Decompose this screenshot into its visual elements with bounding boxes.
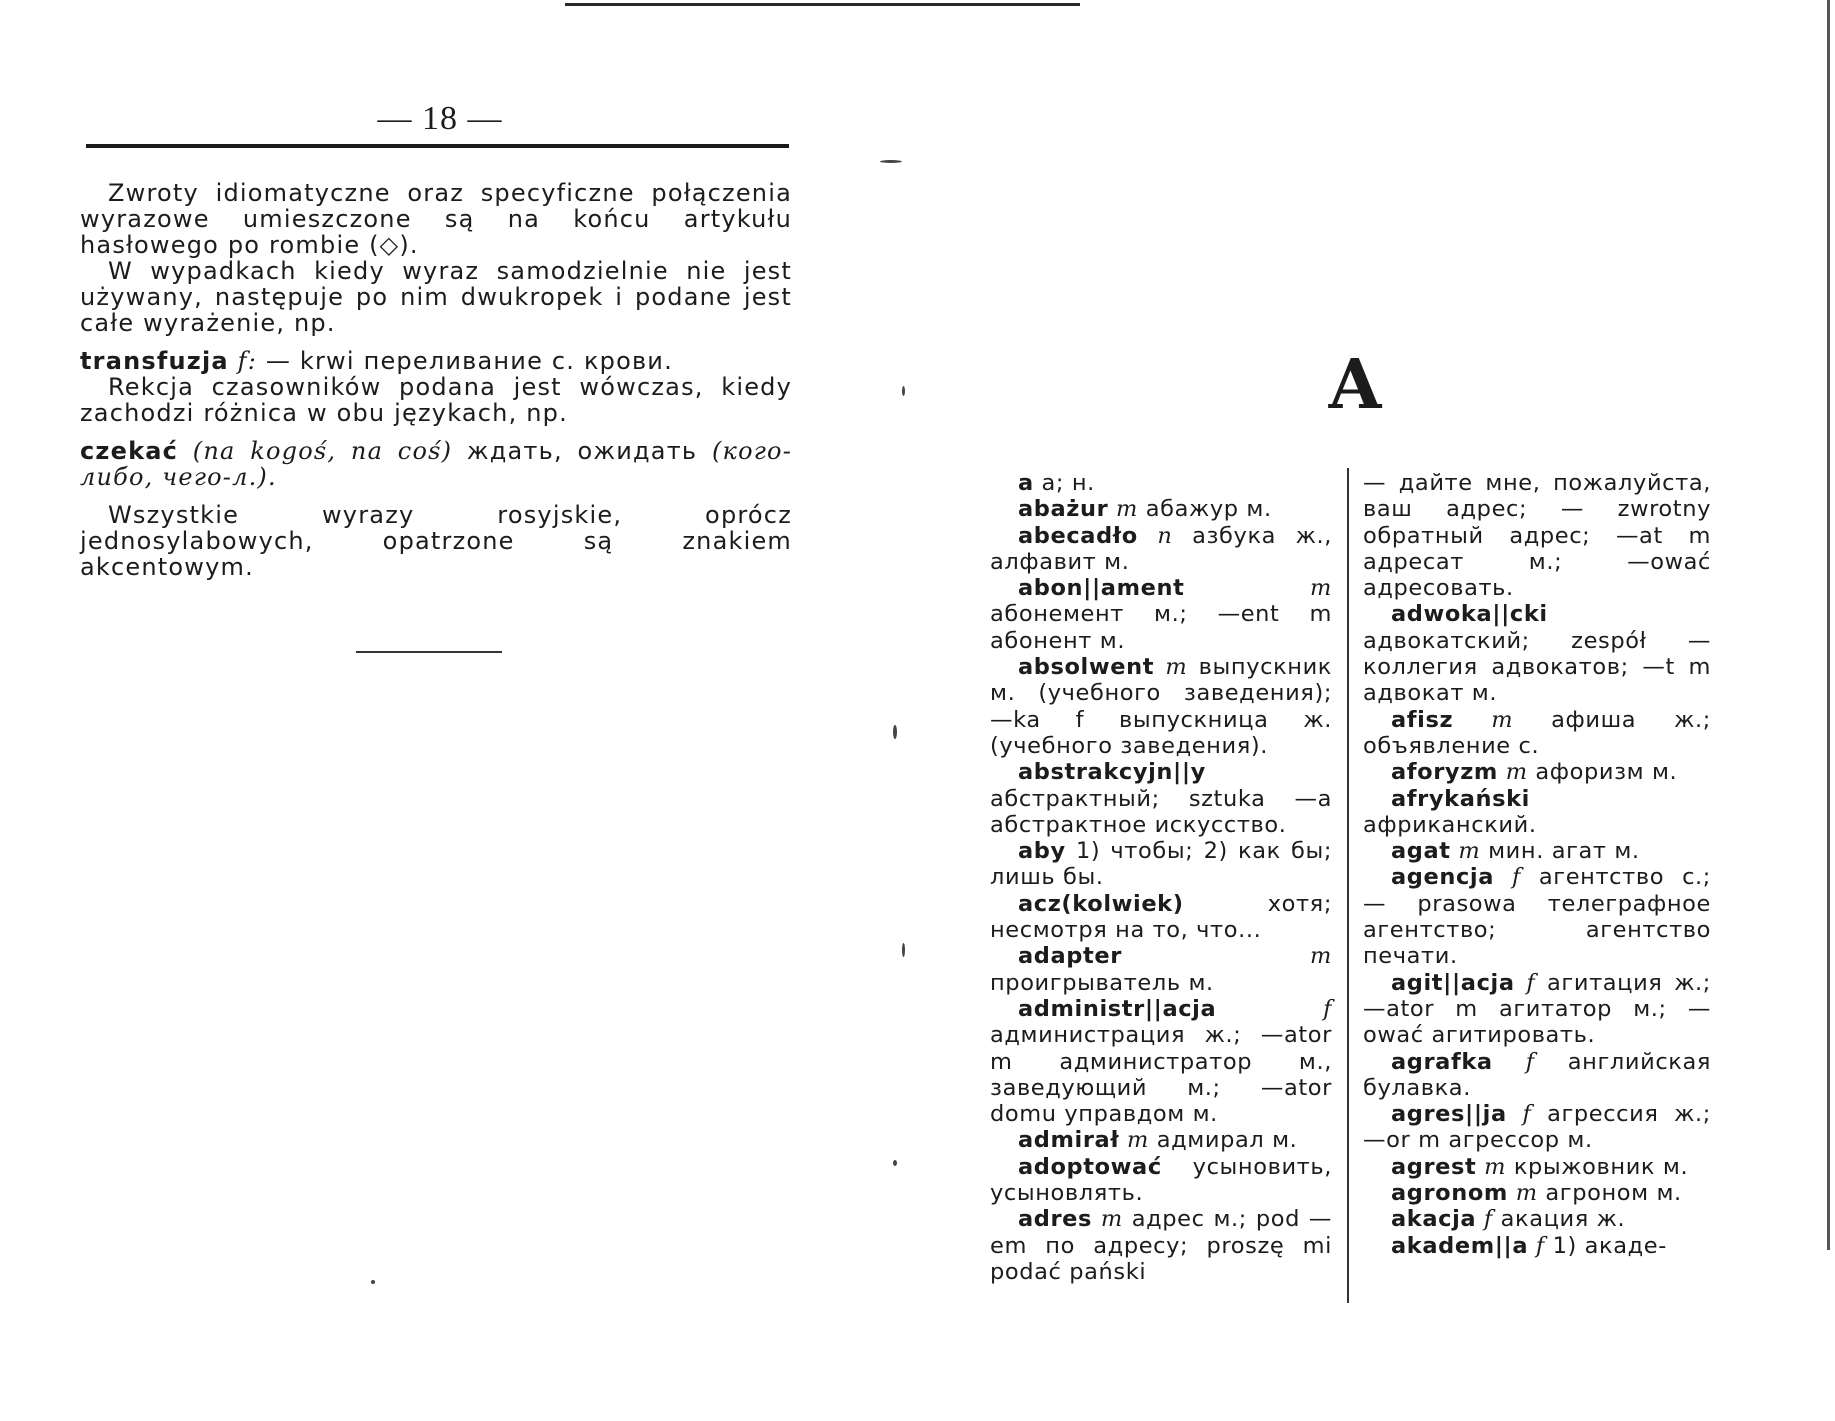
dictionary-entry: [990, 654, 1332, 759]
note-idioms: Zwroty idiomatyczne oraz specyficzne połączenia wyrazowe umieszczone są na końcu artykułu hasłowego po rombie (◇).: [80, 179, 792, 259]
scan-mark: [893, 1160, 897, 1166]
entry-translation: 1) чтобы; 2) как бы; лишь бы.: [990, 838, 1332, 891]
page-edge-line: [1827, 0, 1830, 1250]
entry-headword: agronom: [1391, 1180, 1508, 1207]
entry-gender: m: [1092, 1206, 1123, 1233]
entry-gender: f: [1506, 1101, 1532, 1128]
entry-translation: агроном м.: [1537, 1180, 1682, 1207]
entry-gender: f: [1494, 864, 1521, 891]
entry-translation: акация ж.: [1492, 1206, 1626, 1233]
entry-headword: abażur: [1018, 496, 1109, 523]
dictionary-entry: [990, 496, 1332, 522]
dictionary-entry: [1363, 601, 1711, 706]
dictionary-entry: [1363, 1154, 1711, 1180]
entry-translation: абажур м.: [1138, 496, 1272, 523]
entry-headword: adres: [1018, 1206, 1093, 1233]
left-page-notes: [80, 180, 792, 580]
scan-mark: [902, 943, 905, 957]
dictionary-entry: [1363, 1049, 1711, 1102]
entry-translation: агитация ж.; —ator m агитатор м.; —ować агитировать.: [1363, 969, 1711, 1049]
dictionary-entry: [990, 838, 1332, 891]
entry-gender: n: [1137, 522, 1173, 549]
dictionary-entry: [1363, 759, 1711, 785]
dictionary-entry: [990, 996, 1332, 1127]
entry-translation: адрес м.; pod —em по адресу; proszę mi podać pański: [990, 1206, 1332, 1285]
entry-gender: m: [1108, 496, 1138, 523]
note-colon: W wypadkach kiedy wyraz samodzielnie nie jest używany, następuje po nim dwukropek i podane jest całe wyrażenie, np.: [80, 257, 792, 337]
entry-gender: f: [1514, 969, 1536, 996]
entry-translation: — дайте мне, пожалуйста, ваш адрес; — zwrotny обратный адрес; —at m адресат м.; —ować адресовать.: [1363, 470, 1711, 602]
dictionary-entry: [1363, 838, 1711, 864]
page-number: — 18 —: [377, 100, 503, 137]
entry-headword: afisz: [1391, 706, 1454, 733]
entry-headword: adapter: [1018, 943, 1122, 970]
dictionary-entry: [1363, 970, 1711, 1049]
dictionary-entry: [990, 1206, 1332, 1285]
section-letter: A: [1328, 345, 1382, 425]
note-government: Rekcja czasowników podana jest wówczas, kiedy zachodzi różnica w obu językach, np.: [80, 373, 792, 427]
entry-headword: aby: [1018, 838, 1066, 865]
entry-headword: akacja: [1391, 1206, 1477, 1233]
note-accent: Wszystkie wyrazy rosyjskie, oprócz jednosylabowych, opatrzone są znakiem akcentowym.: [80, 501, 792, 581]
entry-gender: m: [1119, 1127, 1149, 1154]
column-divider: [1347, 468, 1349, 1303]
entry-headword: akadem||a: [1391, 1232, 1529, 1259]
header-rule: [86, 144, 789, 148]
entry-translation: выпускник м. (учебного заведения); —ka f выпускница ж. (учебного заведения).: [990, 654, 1332, 759]
dictionary-entry: [990, 891, 1332, 944]
entry-headword: agrest: [1391, 1153, 1477, 1180]
entry-gender: f: [1528, 1232, 1545, 1259]
entry-headword: agencja: [1391, 864, 1494, 891]
entry-translation: агрессия ж.; —or m агрессор м.: [1363, 1101, 1711, 1154]
dictionary-entry: [990, 523, 1332, 576]
entry-translation: афиша ж.; объявление с.: [1363, 706, 1711, 759]
entry-translation: английская булавка.: [1363, 1048, 1712, 1101]
entry-headword: adoptować: [1018, 1153, 1162, 1180]
entry-translation: африканский.: [1363, 811, 1537, 838]
entry-translation: адвокатский; zespół — коллегия адвокатов; —t m адвокат м.: [1363, 627, 1711, 707]
example-translation: — krwi переливание с. крови.: [257, 347, 673, 375]
example-transfuzja: [80, 348, 792, 374]
dictionary-entry: [1363, 470, 1711, 601]
entry-gender: m: [1450, 838, 1481, 865]
dictionary-entry: [990, 575, 1332, 654]
entry-translation: хотя; несмотря на то, что...: [990, 890, 1332, 944]
dictionary-entry: [990, 470, 1332, 496]
example-czekac: [80, 438, 792, 490]
dictionary-entry: [1363, 1180, 1711, 1206]
scan-mark: [902, 386, 905, 396]
dictionary-entry: [1363, 707, 1711, 760]
example-headword: transfuzja: [80, 347, 229, 375]
entry-headword: adwoka||cki: [1391, 601, 1548, 628]
dictionary-entry: [1363, 1233, 1711, 1259]
example-gram: f:: [237, 347, 258, 375]
dictionary-entry: [990, 1127, 1332, 1153]
entry-headword: administr||acja: [1018, 995, 1217, 1022]
entry-gender: m: [1184, 575, 1332, 602]
entry-translation: азбука ж., алфавит м.: [990, 522, 1332, 575]
entry-headword: abon||ament: [1018, 575, 1185, 602]
entry-translation: a; н.: [1033, 470, 1095, 496]
entry-gender: f: [1476, 1206, 1493, 1233]
entry-headword: agit||acja: [1391, 969, 1515, 996]
top-edge-rule: [565, 3, 1080, 6]
entry-translation: крыжовник м.: [1506, 1153, 1689, 1180]
entry-translation: агентство с.; — prasowa телеграфное агентство; агентство печати.: [1363, 864, 1711, 970]
dictionary-entry: [1363, 786, 1711, 839]
entry-gender: f: [1216, 995, 1332, 1022]
dictionary-entry: [990, 1154, 1332, 1207]
example-note: (na kogoś, na coś): [192, 437, 453, 465]
entry-headword: admirał: [1018, 1127, 1120, 1154]
entry-gender: f: [1492, 1048, 1535, 1075]
example-headword: czekać: [80, 437, 179, 465]
entry-headword: absolwent: [1018, 654, 1155, 681]
entry-gender: m: [1476, 1153, 1507, 1180]
example-translation: ждать, ожидать: [452, 437, 712, 465]
entry-headword: agres||ja: [1391, 1101, 1507, 1128]
dictionary-entry: [1363, 1206, 1711, 1232]
entry-headword: acz(kolwiek): [1018, 890, 1184, 917]
entry-translation: администрация ж.; —ator m администратор м., заведующий м.; —ator domu управдом м.: [990, 1022, 1332, 1128]
entry-gender: m: [1154, 654, 1188, 681]
entry-translation: адмирал м.: [1148, 1127, 1298, 1154]
dictionary-column-left: [990, 470, 1332, 1285]
dictionary-column-right: [1363, 470, 1711, 1259]
entry-headword: a: [1018, 470, 1034, 496]
entry-translation: проигрыватель м.: [990, 969, 1214, 996]
scan-mark: [880, 160, 902, 163]
entry-headword: aforyzm: [1391, 759, 1498, 786]
dictionary-entry: [1363, 1101, 1711, 1154]
section-end-rule: [356, 651, 502, 653]
entry-headword: afrykański: [1391, 785, 1530, 812]
entry-gender: m: [1453, 706, 1514, 733]
dictionary-entry: [1363, 864, 1711, 969]
example-note: (кого-либо, чего-л.).: [80, 437, 793, 491]
entry-translation: абонемент м.; —ent m абонент м.: [990, 601, 1332, 654]
scan-mark: [893, 725, 897, 739]
entry-gender: m: [1121, 943, 1332, 970]
entry-translation: мин. агат м.: [1480, 838, 1640, 865]
scan-mark: [371, 1280, 375, 1284]
entry-gender: m: [1497, 759, 1528, 786]
entry-headword: agat: [1391, 838, 1451, 865]
entry-headword: agrafka: [1391, 1048, 1493, 1075]
dictionary-entry: [990, 943, 1332, 996]
entry-translation: усыновить, усыновлять.: [990, 1153, 1332, 1207]
entry-translation: 1) акаде-: [1544, 1232, 1667, 1259]
entry-headword: abecadło: [1018, 522, 1138, 549]
entry-gender: m: [1507, 1180, 1538, 1207]
entry-headword: abstrakcyjn||y: [1018, 759, 1206, 786]
entry-translation: абстрактный; sztuka —a абстрактное искусство.: [990, 785, 1332, 838]
dictionary-entry: [990, 759, 1332, 838]
entry-translation: афоризм м.: [1527, 759, 1678, 786]
